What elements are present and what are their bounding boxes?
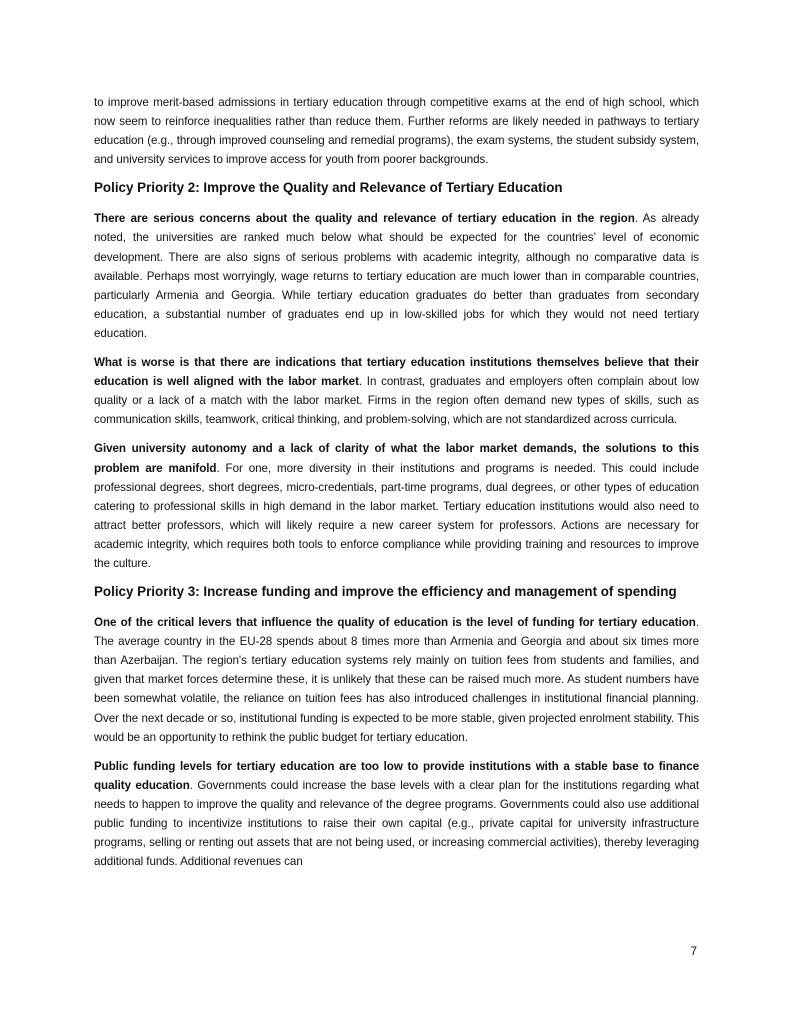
paragraph-quality-concerns [94,209,699,343]
paragraph-lead: What is worse is that there are indications that tertiary education institutions themselves believe that their education is well aligned with the labor market [94,356,699,389]
paragraph-institutions-alignment [94,353,699,429]
paragraph-solutions [94,439,699,573]
paragraph-funding-levers [94,613,699,747]
paragraph-lead: Public funding levels for tertiary education are too low to provide institutions with a stable base to finance quality education [94,759,699,792]
paragraph-text: . The average country in the EU-28 spends about 8 times more than Armenia and Georgia and about six times more than Azerbaijan. The region's tertiary education systems rely mainly on tuition fees from students and families, and given that market forces determine these, it is unlikely that these can be raised much more. As student numbers have been somewhat volatile, the reliance on tuition fees has also introduced challenges in institutional financial planning. Over the next decade or so, institutional funding is expected to be more stable, given projected enrolment stability. This would be an opportunity to rethink the public budget for tertiary education. [94,616,699,744]
paragraph-lead: Given university autonomy and a lack of clarity of what the labor market demands, the solutions to this problem are manifold [94,442,699,475]
paragraph-lead: One of the critical levers that influence the quality of education is the level of funding for tertiary education [94,616,696,630]
paragraph-text: . As already noted, the universities are ranked much below what should be expected for the countries’ level of economic development. There are also signs of serious problems with academic integrity, although no comparative data is available. Perhaps most worryingly, wage returns to tertiary education are much lower than in comparable countries, particularly Armenia and Georgia. While tertiary education graduates do better than graduates from secondary education, a substantial number of graduates end up in low-skilled jobs for which they would not need tertiary education. [94,212,699,340]
paragraph-text: . In contrast, graduates and employers often complain about low quality or a lack of a match with the labor market. Firms in the region often demand new types of skills, such as communication skills, teamwork, critical thinking, and problem-solving, which are not standardized across curricula. [94,375,699,427]
paragraph-access-reforms [94,93,699,169]
paragraph-lead: There are serious concerns about the quality and relevance of tertiary education in the region [94,212,635,226]
paragraph-text: . For one, more diversity in their institutions and programs is needed. This could include professional degrees, short degrees, micro-credentials, part-time programs, dual degrees, or other types of education catering to professional skills in high demand in the labor market. Tertiary education institutions would also need to attract better professors, which will likely require a new career system for professors. Actions are necessary for academic integrity, which requires both tools to enforce compliance while providing training and resources to improve the culture. [94,461,699,570]
paragraph-public-funding [94,757,699,872]
document-page [94,93,699,881]
paragraph-text: to improve merit-based admissions in tertiary education through competitive exams at the end of high school, which now seem to reinforce inequalities rather than reduce them. Further reforms are likely needed in pathways to tertiary education (e.g., through improved counseling and remedial programs), the exam systems, the student subsidy system, and university services to improve access for youth from poorer backgrounds. [94,96,699,167]
page-number: 7 [690,944,697,958]
paragraph-text: . Governments could increase the base levels with a clear plan for the institutions regarding what needs to happen to improve the quality and relevance of the degree programs. Governments could also use additional public funding to incentivize institutions to raise their own capital (e.g., private capital for university infrastructure programs, selling or renting out assets that are not being used, or increasing commercial activities), thereby leveraging additional funds. Additional revenues can [94,778,699,869]
heading-policy-priority-2: Policy Priority 2: Improve the Quality and Relevance of Tertiary Education [94,180,563,196]
heading-policy-priority-3: Policy Priority 3: Increase funding and improve the efficiency and management of spending [94,584,677,600]
